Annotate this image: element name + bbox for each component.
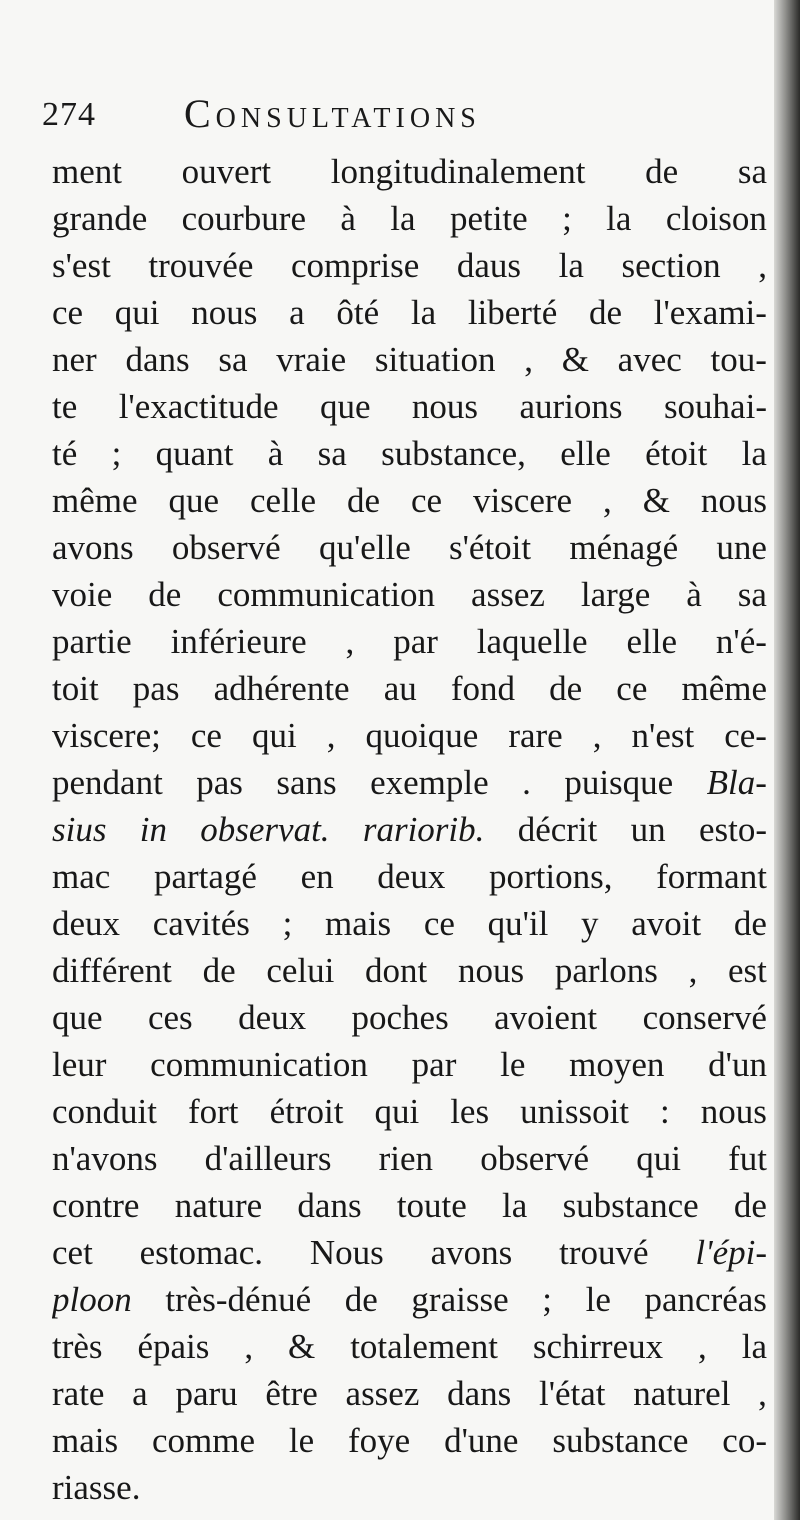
text-line bbox=[52, 289, 767, 336]
word: mais bbox=[52, 1421, 119, 1460]
word: schirreux bbox=[532, 1327, 664, 1366]
word: conservé bbox=[642, 998, 767, 1037]
word: avons bbox=[52, 528, 134, 567]
word: fond bbox=[450, 669, 516, 708]
word: parlons bbox=[554, 951, 658, 990]
word: rien bbox=[378, 1139, 434, 1178]
word: ôté bbox=[336, 293, 380, 332]
word: que bbox=[168, 481, 220, 520]
word: dans bbox=[447, 1374, 512, 1413]
text-line bbox=[52, 148, 767, 195]
word: trouvée bbox=[148, 246, 254, 285]
word: décrit bbox=[517, 810, 598, 849]
word: ce bbox=[410, 481, 443, 520]
text-line bbox=[52, 1417, 767, 1464]
page-binding-shadow bbox=[774, 0, 800, 1520]
word: deux bbox=[52, 904, 121, 943]
word: dans bbox=[125, 340, 190, 379]
word: s'étoit bbox=[449, 528, 532, 567]
word: deux bbox=[238, 998, 307, 1037]
word: avoit bbox=[631, 904, 702, 943]
word: voie bbox=[52, 575, 113, 614]
word: de bbox=[733, 1186, 767, 1225]
word: contre bbox=[52, 1186, 140, 1225]
word: l'état bbox=[538, 1374, 606, 1413]
word: la bbox=[558, 246, 584, 285]
word: y bbox=[581, 904, 599, 943]
word: que bbox=[52, 998, 103, 1037]
word: Bla- bbox=[706, 763, 767, 802]
word: les bbox=[450, 1092, 490, 1131]
text-line bbox=[52, 1229, 767, 1276]
word: celui bbox=[266, 951, 335, 990]
word: inférieure bbox=[170, 622, 307, 661]
word: sa bbox=[737, 152, 767, 191]
text-line bbox=[52, 477, 767, 524]
word: épais bbox=[137, 1327, 210, 1366]
word: par bbox=[393, 622, 438, 661]
word: un bbox=[630, 810, 666, 849]
word: liberté bbox=[467, 293, 558, 332]
word: est bbox=[728, 951, 767, 990]
word: petite bbox=[449, 199, 528, 238]
text-line bbox=[52, 618, 767, 665]
word: nous bbox=[700, 1092, 767, 1131]
running-title: Consultations bbox=[184, 91, 481, 136]
text-line bbox=[52, 242, 767, 289]
word: dans bbox=[297, 1186, 362, 1225]
word: cloison bbox=[665, 199, 767, 238]
word: deux bbox=[377, 857, 446, 896]
word: ce bbox=[52, 293, 84, 332]
word: moyen bbox=[569, 1045, 665, 1084]
text-line bbox=[52, 1370, 767, 1417]
word: partie bbox=[52, 622, 132, 661]
word: quoique bbox=[365, 716, 479, 755]
word: l'exactitude bbox=[118, 387, 279, 426]
word: de bbox=[202, 951, 236, 990]
text-line bbox=[52, 1088, 767, 1135]
word: toit bbox=[52, 669, 99, 708]
word: , bbox=[524, 340, 533, 379]
word: partagé bbox=[153, 857, 257, 896]
word: la bbox=[741, 1327, 767, 1366]
word: , bbox=[758, 246, 767, 285]
word: le bbox=[500, 1045, 526, 1084]
word: poches bbox=[351, 998, 449, 1037]
word: graisse bbox=[411, 1280, 509, 1319]
word: qu'elle bbox=[318, 528, 411, 567]
word: avec bbox=[617, 340, 682, 379]
word: ce bbox=[616, 669, 648, 708]
word: unissoit bbox=[520, 1092, 630, 1131]
body-text bbox=[52, 148, 767, 1511]
word: la bbox=[502, 1186, 528, 1225]
word: adhérente bbox=[213, 669, 350, 708]
word: de bbox=[645, 152, 679, 191]
word: pancréas bbox=[644, 1280, 767, 1319]
word: viscere bbox=[472, 481, 573, 520]
text-line bbox=[52, 1464, 767, 1511]
word: l'épi- bbox=[695, 1233, 767, 1272]
word: qu'il bbox=[487, 904, 549, 943]
word: , bbox=[326, 716, 336, 755]
word: ; bbox=[111, 434, 122, 473]
word: nature bbox=[174, 1186, 263, 1225]
word: , bbox=[592, 716, 602, 755]
word: par bbox=[411, 1045, 457, 1084]
word: n'é- bbox=[715, 622, 767, 661]
word: exemple bbox=[370, 763, 489, 802]
word: ce- bbox=[724, 716, 767, 755]
word: assez bbox=[471, 575, 545, 614]
word: cet bbox=[52, 1233, 93, 1272]
word: , bbox=[698, 1327, 707, 1366]
word: le bbox=[585, 1280, 611, 1319]
word: ; bbox=[542, 1280, 552, 1319]
word: elle bbox=[626, 622, 678, 661]
word: aurions bbox=[519, 387, 623, 426]
text-line bbox=[52, 1323, 767, 1370]
word: situation bbox=[374, 340, 496, 379]
word: pendant bbox=[52, 763, 163, 802]
word: d'une bbox=[444, 1421, 519, 1460]
word: naturel bbox=[633, 1374, 731, 1413]
word: totalement bbox=[350, 1327, 498, 1366]
word: au bbox=[383, 669, 417, 708]
word: toute bbox=[396, 1186, 467, 1225]
word: assez bbox=[345, 1374, 420, 1413]
word: , bbox=[345, 622, 355, 661]
word: celle bbox=[249, 481, 317, 520]
word: nous bbox=[700, 481, 767, 520]
word: même bbox=[681, 669, 767, 708]
word: courbure bbox=[181, 199, 306, 238]
word: même bbox=[52, 481, 138, 520]
word: large bbox=[580, 575, 651, 614]
text-line bbox=[52, 1182, 767, 1229]
word: , bbox=[758, 1374, 767, 1413]
word: mais bbox=[325, 904, 392, 943]
word: sa bbox=[737, 575, 767, 614]
word: esto- bbox=[698, 810, 767, 849]
text-line bbox=[52, 900, 767, 947]
word: n'avons bbox=[52, 1139, 158, 1178]
word: nous bbox=[191, 293, 258, 332]
word: qui bbox=[374, 1092, 420, 1131]
word: à bbox=[686, 575, 702, 614]
word: paru bbox=[175, 1374, 238, 1413]
word: n'est bbox=[631, 716, 695, 755]
word: portions, bbox=[489, 857, 613, 896]
text-line bbox=[52, 383, 767, 430]
word: laquelle bbox=[476, 622, 588, 661]
word: très bbox=[52, 1327, 103, 1366]
word: l'exami- bbox=[653, 293, 767, 332]
word: daus bbox=[456, 246, 521, 285]
word: d'ailleurs bbox=[204, 1139, 332, 1178]
word: : bbox=[660, 1092, 670, 1131]
text-line bbox=[52, 1135, 767, 1182]
word: que bbox=[319, 387, 371, 426]
word: rariorib. bbox=[362, 810, 485, 849]
word: la bbox=[606, 199, 632, 238]
word: sa bbox=[218, 340, 248, 379]
word: nous bbox=[411, 387, 479, 426]
word: communication bbox=[217, 575, 436, 614]
word: avons bbox=[430, 1233, 513, 1272]
text-line bbox=[52, 712, 767, 759]
text-line bbox=[52, 853, 767, 900]
word: mac bbox=[52, 857, 111, 896]
word: vraie bbox=[276, 340, 347, 379]
word: tou- bbox=[710, 340, 767, 379]
word: , bbox=[603, 481, 612, 520]
word: ploon bbox=[52, 1280, 132, 1319]
word: être bbox=[265, 1374, 318, 1413]
word: pas bbox=[196, 763, 243, 802]
word: étroit bbox=[269, 1092, 344, 1131]
word: grande bbox=[52, 199, 148, 238]
word: , bbox=[244, 1327, 254, 1366]
word: sans bbox=[276, 763, 337, 802]
word: la bbox=[390, 199, 416, 238]
text-line bbox=[52, 759, 767, 806]
word: té bbox=[52, 434, 78, 473]
word: trouvé bbox=[559, 1233, 649, 1272]
word: une bbox=[716, 528, 767, 567]
word: co- bbox=[722, 1421, 767, 1460]
word: observé bbox=[480, 1139, 590, 1178]
word: te bbox=[52, 387, 78, 426]
word: pas bbox=[132, 669, 180, 708]
word: fort bbox=[188, 1092, 239, 1131]
word: de bbox=[344, 1280, 378, 1319]
page-number: 274 bbox=[42, 96, 96, 133]
word: différent bbox=[52, 951, 172, 990]
word: rate bbox=[52, 1374, 105, 1413]
word: ce bbox=[190, 716, 222, 755]
word: substance bbox=[562, 1186, 699, 1225]
word: de bbox=[733, 904, 767, 943]
text-line bbox=[52, 947, 767, 994]
page-header bbox=[42, 88, 662, 148]
word: sa bbox=[317, 434, 347, 473]
word: a bbox=[289, 293, 305, 332]
word: & bbox=[288, 1327, 316, 1366]
word: & bbox=[561, 340, 589, 379]
word: le bbox=[288, 1421, 315, 1460]
word: ner bbox=[52, 340, 97, 379]
text-line bbox=[52, 195, 767, 242]
word: d'un bbox=[708, 1045, 767, 1084]
word: en bbox=[300, 857, 334, 896]
word: ce bbox=[423, 904, 455, 943]
word: observé bbox=[171, 528, 281, 567]
word: rare bbox=[508, 716, 563, 755]
text-line bbox=[52, 806, 767, 853]
text-line bbox=[52, 1041, 767, 1088]
word: comme bbox=[151, 1421, 256, 1460]
word: de bbox=[346, 481, 380, 520]
word: ; bbox=[282, 904, 293, 943]
word: à bbox=[340, 199, 356, 238]
word: substance bbox=[552, 1421, 689, 1460]
word: foye bbox=[348, 1421, 411, 1460]
word: longitudinalement bbox=[330, 152, 586, 191]
text-line bbox=[52, 1276, 767, 1323]
word: substance, bbox=[381, 434, 526, 473]
word: cavités bbox=[152, 904, 250, 943]
word: ces bbox=[147, 998, 193, 1037]
word: ; bbox=[562, 199, 572, 238]
word: in bbox=[139, 810, 167, 849]
text-line bbox=[52, 524, 767, 571]
word: ménagé bbox=[569, 528, 679, 567]
word: à bbox=[267, 434, 284, 473]
word: nous bbox=[457, 951, 525, 990]
word: s'est bbox=[52, 246, 111, 285]
word: & bbox=[642, 481, 670, 520]
word: étoit bbox=[645, 434, 708, 473]
word: qui bbox=[114, 293, 160, 332]
word: estomac. bbox=[139, 1233, 264, 1272]
word: a bbox=[132, 1374, 148, 1413]
word: de bbox=[148, 575, 182, 614]
word: conduit bbox=[52, 1092, 157, 1131]
word: Nous bbox=[309, 1233, 384, 1272]
word: qui bbox=[251, 716, 297, 755]
word: dont bbox=[365, 951, 428, 990]
text-line bbox=[52, 430, 767, 477]
text-line bbox=[52, 665, 767, 712]
word: qui bbox=[636, 1139, 681, 1178]
word: de bbox=[549, 669, 583, 708]
word: sius bbox=[52, 810, 107, 849]
word: viscere; bbox=[52, 716, 161, 755]
word: formant bbox=[656, 857, 767, 896]
text-line bbox=[52, 994, 767, 1041]
word: la bbox=[410, 293, 437, 332]
word: très-dénué bbox=[165, 1280, 312, 1319]
word: avoient bbox=[494, 998, 598, 1037]
word: observat. bbox=[200, 810, 330, 849]
text-line bbox=[52, 336, 767, 383]
word: communication bbox=[150, 1045, 368, 1084]
word: leur bbox=[52, 1045, 107, 1084]
word: . bbox=[522, 763, 531, 802]
word: la bbox=[741, 434, 767, 473]
word: section bbox=[621, 246, 721, 285]
word: , bbox=[688, 951, 698, 990]
word: comprise bbox=[290, 246, 420, 285]
word: fut bbox=[728, 1139, 767, 1178]
word: souhai- bbox=[663, 387, 767, 426]
text-line bbox=[52, 571, 767, 618]
word: riasse. bbox=[52, 1468, 141, 1507]
word: quant bbox=[155, 434, 234, 473]
word: elle bbox=[560, 434, 611, 473]
word: de bbox=[588, 293, 622, 332]
word: ment bbox=[52, 152, 122, 191]
word: puisque bbox=[564, 763, 674, 802]
word: ouvert bbox=[181, 152, 272, 191]
